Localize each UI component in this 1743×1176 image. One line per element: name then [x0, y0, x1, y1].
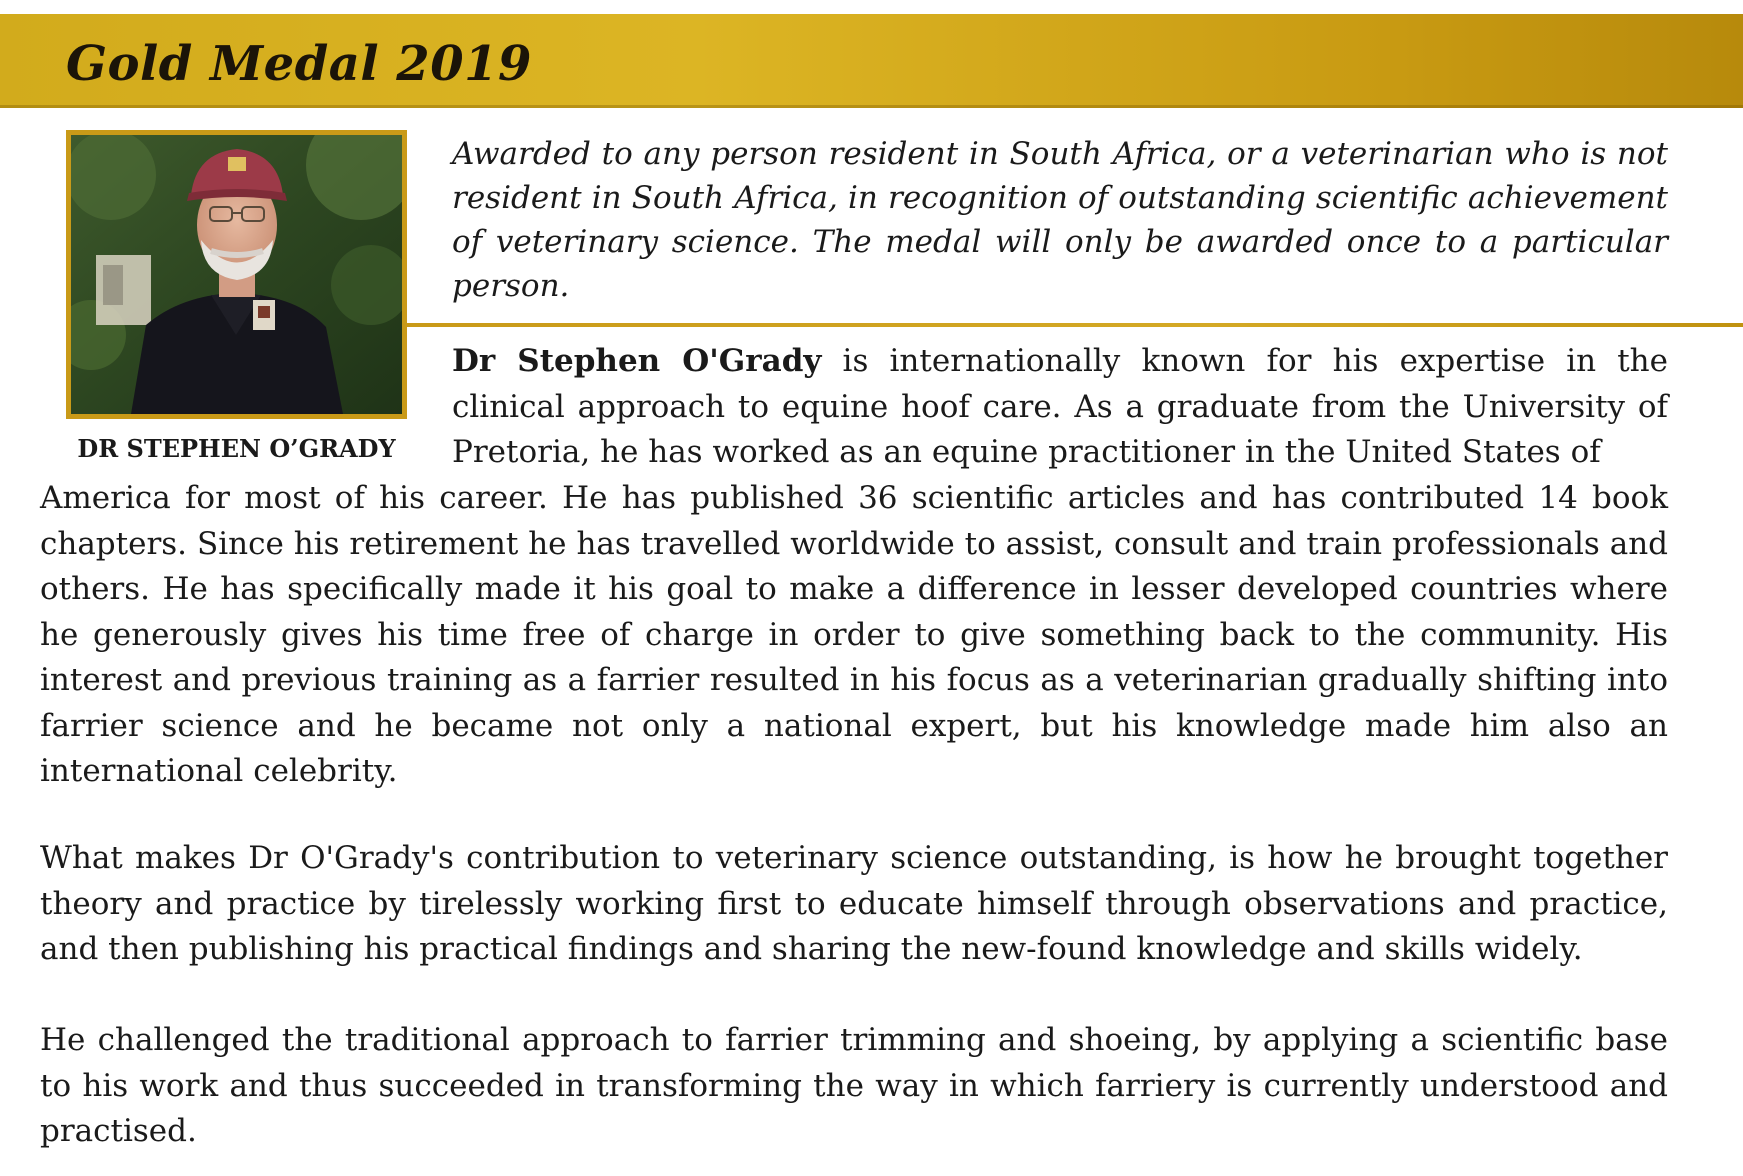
- biography-lead: is internationally known for his expertise in the clinical approach to equine hoof care. As a graduate from the University of Pretoria, he has worked as an equine practitioner in the United States of: [452, 343, 1668, 470]
- biography-continued: America for most of his career. He has published 36 scientific articles and has contributed 14 book chapters. Since his retirement he has travelled worldwide to assist, consult and train professionals and others. He has specifically made it his goal to make a difference in lesser developed countries where he generously gives his time free of charge in order to give something back to the community. His interest and previous training as a farrier resulted in his focus as a veterinarian gradually shifting into farrier science and he became not only a national expert, but his knowledge made him also an international celebrity.: [40, 480, 1668, 789]
- portrait-photo: [66, 130, 407, 419]
- award-criteria: Awarded to any person resident in South Africa, or a veterinarian who is not resident in South Africa, in recognition of outstanding scientific achievement of veterinary science. The medal will only be awarded once to a particular person.: [452, 136, 1668, 304]
- biography-paragraph-3: He challenged the traditional approach to farrier trimming and shoeing, by applying a scientific base to his work and thus succeeded in transforming the way in which farriery is currently understood and practised.: [40, 1022, 1668, 1149]
- photo-caption: DR STEPHEN O’GRADY: [77, 434, 396, 463]
- gold-divider: [407, 323, 1743, 327]
- biography-paragraph-2: What makes Dr O'Grady's contribution to veterinary science outstanding, is how he brought together theory and practice by tirelessly working first to educate himself through observations and practice, and then publishing his practical findings and sharing the new-found knowledge and skills widely.: [40, 840, 1668, 967]
- portrait-image: [71, 135, 402, 414]
- page-title: Gold Medal 2019: [66, 36, 532, 92]
- awardee-name: Dr Stephen O'Grady: [452, 343, 822, 379]
- biography-intro: [452, 339, 1668, 476]
- title-banner: [0, 14, 1743, 108]
